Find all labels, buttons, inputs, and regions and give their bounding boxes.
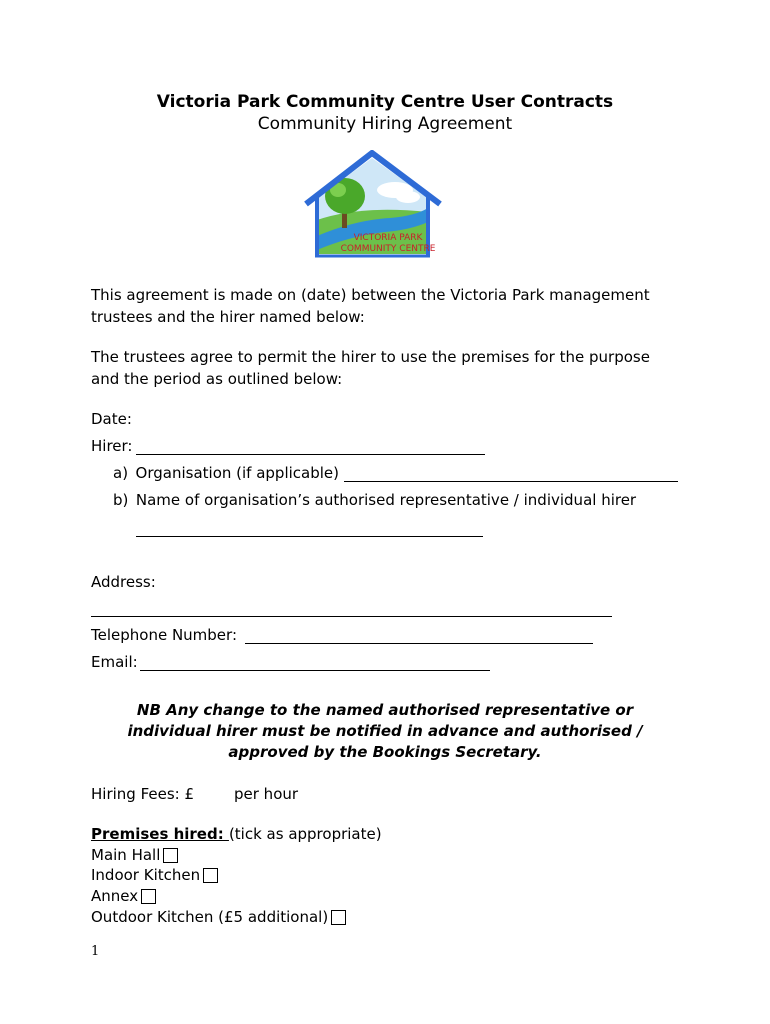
main-hall-checkbox[interactable] [163,848,178,863]
hiring-fees-label: Hiring Fees: £ [91,785,195,803]
logo-graphic [300,150,450,260]
logo-text-line1: VICTORIA PARK [353,233,423,243]
telephone-input-line[interactable] [245,643,593,644]
premises-option-label: Indoor Kitchen [91,866,201,884]
premises-hint: (tick as appropriate) [228,825,382,843]
premises-heading: Premises hired: [91,825,229,843]
document-title: Victoria Park Community Centre User Contracts [156,92,614,112]
indoor-kitchen-checkbox[interactable] [203,868,218,883]
intro-paragraph-1-line-1: This agreement is made on (date) between the Victoria Park management [91,286,650,304]
organisation-label: a) Organisation (if applicable) [113,464,339,482]
page-number: 1 [91,944,100,959]
intro-paragraph-2-line-2: and the period as outlined below: [91,370,343,388]
community-centre-logo [300,150,450,260]
premises-heading-row [91,823,382,845]
logo-cloud [396,191,420,203]
premises-option-label: Outdoor Kitchen (£5 additional) [91,908,329,926]
logo-text-line2: COMMUNITY CENTRE [340,244,436,254]
representative-input-line[interactable] [136,536,483,537]
annex-checkbox[interactable] [141,889,156,904]
date-label: Date: [91,410,132,428]
intro-paragraph-1-line-2: trustees and the hirer named below: [91,308,365,326]
organisation-input-line[interactable] [344,481,678,482]
premises-option-indoor-kitchen [91,864,218,886]
premises-option-annex [91,885,156,907]
premises-option-main-hall [91,844,178,866]
premises-option-outdoor-kitchen [91,906,346,928]
address-label: Address: [91,573,156,591]
email-label: Email: [91,653,138,671]
premises-option-label: Annex [91,887,139,905]
telephone-label: Telephone Number: [91,626,237,644]
notice-line-2: individual hirer must be notified in advance and authorised / [127,722,643,740]
premises-option-label: Main Hall [91,846,161,864]
hirer-label: Hirer: [91,437,133,455]
outdoor-kitchen-checkbox[interactable] [331,910,346,925]
hirer-input-line[interactable] [136,454,485,455]
email-input-line[interactable] [140,670,490,671]
notice-line-3: approved by the Bookings Secretary. [228,743,542,761]
address-input-line[interactable] [91,616,612,617]
document-subtitle: Community Hiring Agreement [257,114,513,134]
notice-line-1: NB Any change to the named authorised representative or [136,701,634,719]
hiring-fees-unit: per hour [234,785,299,803]
intro-paragraph-2-line-1: The trustees agree to permit the hirer to use the premises for the purpose [91,348,650,366]
representative-label: b) Name of organisation’s authorised representative / individual hirer [113,491,637,509]
